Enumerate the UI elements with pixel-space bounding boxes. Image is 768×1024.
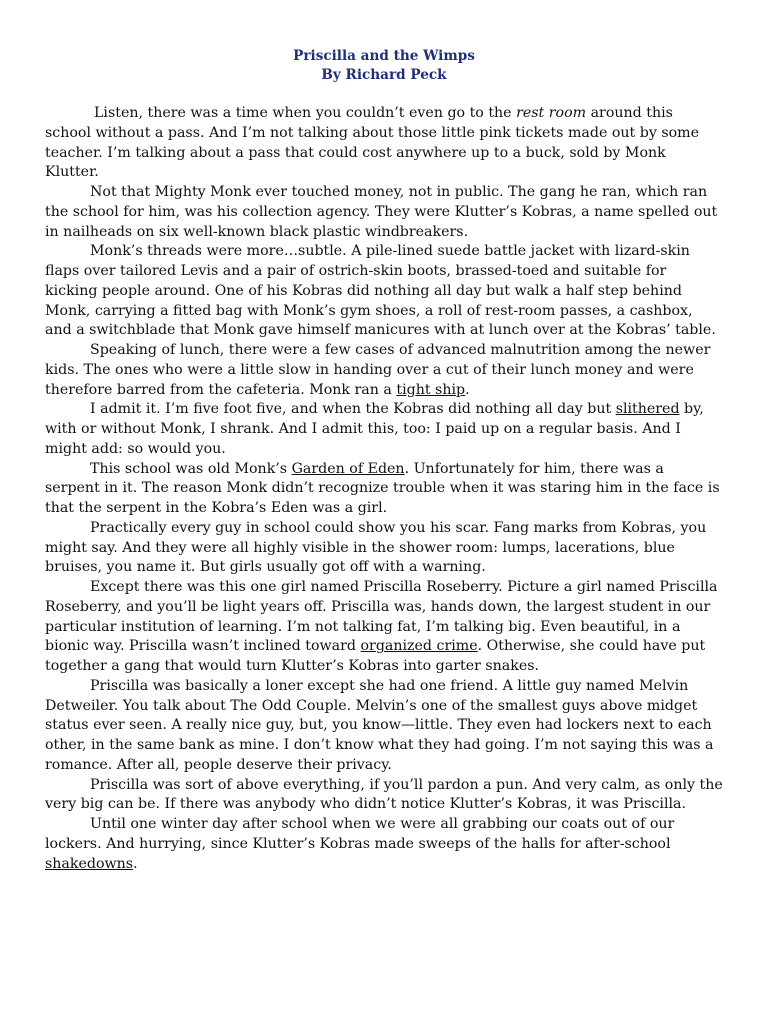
- text-run: Until one winter day after school when we were all grabbing our coats out of our lockers. And hurrying, since Klutter’s Kobras made sweeps of the halls for after-school: [45, 816, 675, 852]
- underlined-term: Garden of Eden: [291, 460, 405, 477]
- text-run: Not that Mighty Monk ever touched money, not in public. The gang he ran, which ran the school for him, was his collection agency. They were Klutter’s Kobras, a name spelled out in nailheads on six well-known black plastic windbreakers.: [45, 184, 718, 240]
- text-run: This school was old Monk’s: [90, 460, 292, 477]
- text-run: Priscilla was basically a loner except she had one friend. A little guy named Melvin Detweiler. You talk about The Odd Couple. Melvin’s one of the smallest guys above midget status ever seen. A really nice guy, but, you know—little. They even had lockers next to each other, in the same bank as mine. I don’t know what they had going. I’m not saying this was a romance. After all, people deserve their privacy.: [45, 677, 714, 773]
- text-run: Priscilla was sort of above everything, if you’ll pardon a pun. And very calm, as only the very big can be. If there was anybody who didn’t notice Klutter’s Kobras, it was Priscilla.: [45, 776, 723, 813]
- paragraph: [45, 815, 723, 874]
- italic-term: rest room: [516, 105, 587, 121]
- text-run: . Otherwise, she could have put together a gang that would turn Klutter’s Kobras into garter snakes.: [45, 638, 706, 674]
- paragraph: [45, 519, 723, 578]
- underlined-term: slithered: [615, 401, 680, 418]
- text-run: I admit it. I’m five foot five, and when the Kobras did nothing all day but: [90, 401, 616, 418]
- paragraph: [45, 578, 723, 677]
- underlined-term: shakedowns: [45, 855, 134, 872]
- text-run: Monk’s threads were more…subtle. A pile-lined suede battle jacket with lizard-skin flaps over tailored Levis and a pair of ostrich-skin boots, brassed-toed and suitable for kicking people around. One of his Kobras did nothing all day but walk a half step behind Monk, carrying a fitted bag with Monk’s gym shoes, a roll of rest-room passes, a cashbox, and a switchblade that Monk gave himself manicures with at lunch over at the Kobras’ table.: [45, 243, 716, 339]
- paragraph: [45, 677, 723, 776]
- paragraph: [45, 460, 723, 519]
- paragraph: [45, 242, 723, 341]
- text-run: Listen, there was a time when you couldn’t even go to the: [94, 105, 517, 121]
- title-block: [45, 47, 723, 85]
- text-run: Except there was this one girl named Priscilla Roseberry. Picture a girl named Priscilla Roseberry, and you’ll be light years off. Priscilla was, hands down, the largest student in our particular institution of learning. I’m not talking fat, I’m talking big. Even beautiful, in a bionic way. Priscilla wasn’t inclined toward: [45, 579, 718, 655]
- underlined-term: organized crime: [360, 638, 478, 655]
- text-run: around this school without a pass. And I’m not talking about those little pink tickets made out by some teacher. I’m talking about a pass that could cost anywhere up to a buck, sold by Monk Klutter.: [45, 105, 700, 181]
- text-run: Speaking of lunch, there were a few cases of advanced malnutrition among the newer kids. The ones who were a little slow in handing over a cut of their lunch money and were therefore barred from the cafeteria. Monk ran a: [45, 342, 711, 398]
- text-run: .: [465, 381, 470, 398]
- paragraph: [45, 183, 723, 242]
- document-title: Priscilla and the Wimps: [293, 48, 475, 64]
- author-byline: By Richard Peck: [321, 67, 447, 83]
- text-run: Practically every guy in school could show you his scar. Fang marks from Kobras, you might say. And they were all highly visible in the shower room: lumps, lacerations, blue bruises, you name it. But girls usually got off with a warning.: [45, 519, 707, 576]
- document-page: [45, 47, 723, 874]
- body-text: [45, 104, 723, 874]
- paragraph: [45, 341, 723, 400]
- text-run: .: [133, 855, 138, 872]
- paragraph: [45, 400, 723, 459]
- underlined-term: tight ship: [396, 381, 466, 398]
- text-run: . Unfortunately for him, there was a serpent in it. The reason Monk didn’t recognize trouble when it was staring him in the face is that the serpent in the Kobra’s Eden was a girl.: [45, 460, 720, 516]
- paragraph: [45, 776, 723, 816]
- paragraph: [45, 104, 723, 183]
- text-run: by, with or without Monk, I shrank. And I admit this, too: I paid up on a regular basis. And I might add: so would you.: [45, 401, 704, 457]
